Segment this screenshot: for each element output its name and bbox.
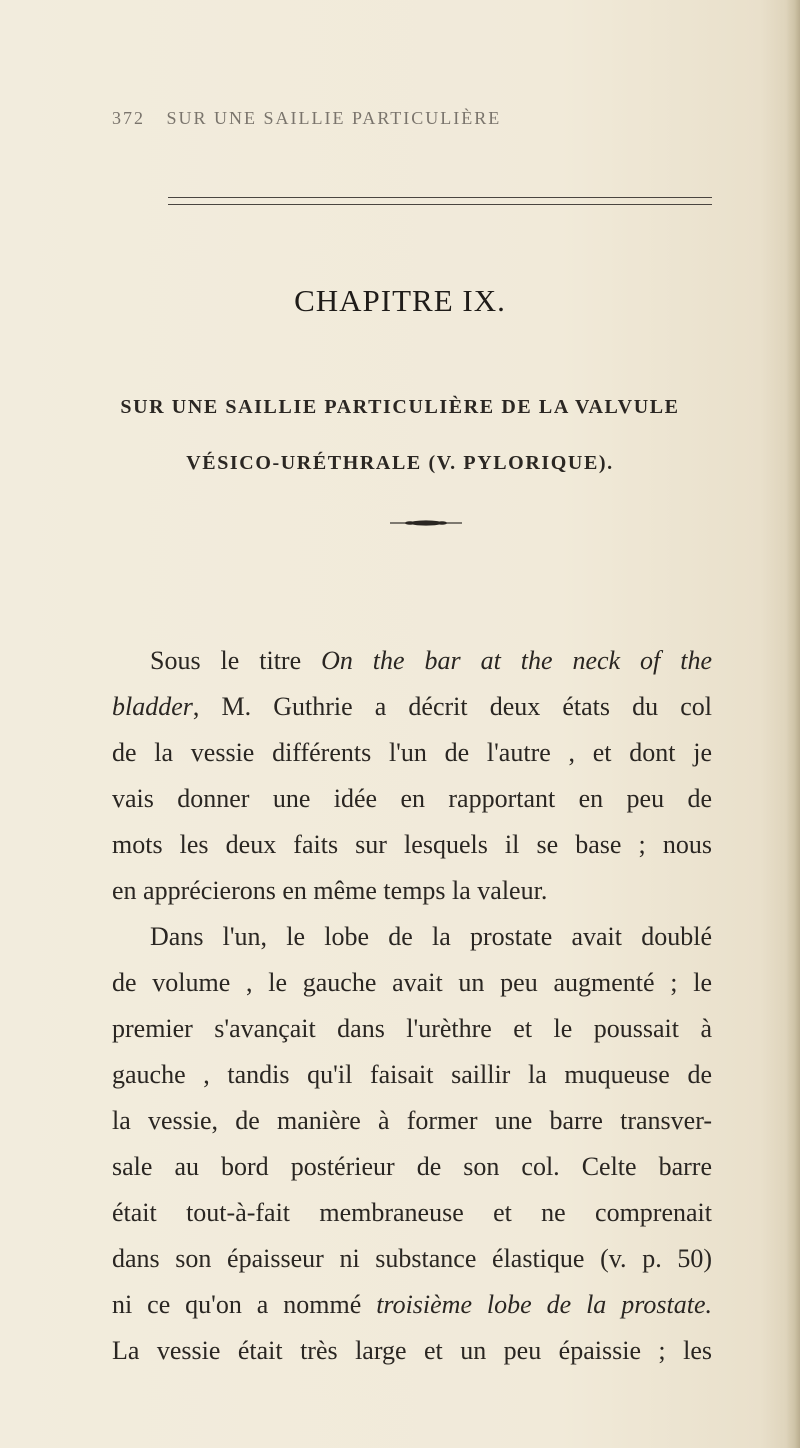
page-number: 372 (112, 108, 145, 128)
running-head (112, 108, 712, 129)
text-line: la vessie, de manière à former une barre transver- (112, 1106, 712, 1135)
text-line: Dans l'un, le lobe de la prostate avait doublé (150, 922, 712, 951)
text-line: de volume , le gauche avait un peu augmenté ; le (112, 968, 712, 997)
chapter-heading: CHAPITRE IX. (294, 283, 506, 318)
body-text (112, 638, 712, 1374)
chapter-subtitle-line-2: VÉSICO-URÉTHRALE (V. PYLORIQUE). (186, 452, 614, 474)
text-line: en apprécierons en même temps la valeur. (112, 876, 548, 905)
text-line: de la vessie différents l'un de l'autre , et dont je (112, 738, 712, 767)
text-line: mots les deux faits sur lesquels il se base ; nous (112, 830, 712, 859)
ornament-divider-icon (390, 520, 462, 526)
text-line: dans son épaisseur ni substance élastique (v. p. 50) (112, 1244, 712, 1273)
text-line: vais donner une idée en rapportant en peu de (112, 784, 712, 813)
running-head-title: SUR UNE SAILLIE PARTICULIÈRE (166, 108, 502, 128)
text-line: premier s'avançait dans l'urèthre et le poussait à (112, 1014, 712, 1043)
text-line: était tout-à-fait membraneuse et ne comprenait (112, 1198, 712, 1227)
page-edge-shadow (786, 0, 800, 1448)
chapter-subtitle-line-1: SUR UNE SAILLIE PARTICULIÈRE DE LA VALVULE (120, 396, 680, 418)
italic-title: On the bar at the neck of the (321, 646, 712, 675)
text-line: bladder, M. Guthrie a décrit deux états du col (112, 692, 712, 721)
italic-title: bladder (112, 692, 193, 721)
double-rule-divider (168, 197, 712, 205)
italic-term: troisième lobe de la prostate. (376, 1290, 713, 1319)
text-line: gauche , tandis qu'il faisait saillir la muqueuse de (112, 1060, 712, 1089)
text-line: sale au bord postérieur de son col. Celte barre (112, 1152, 712, 1181)
text-line: La vessie était très large et un peu épaissie ; les (112, 1336, 712, 1365)
text-line: ni ce qu'on a nommé troisième lobe de la prostate. (112, 1290, 713, 1319)
text-line: Sous le titre On the bar at the neck of the (150, 646, 712, 675)
